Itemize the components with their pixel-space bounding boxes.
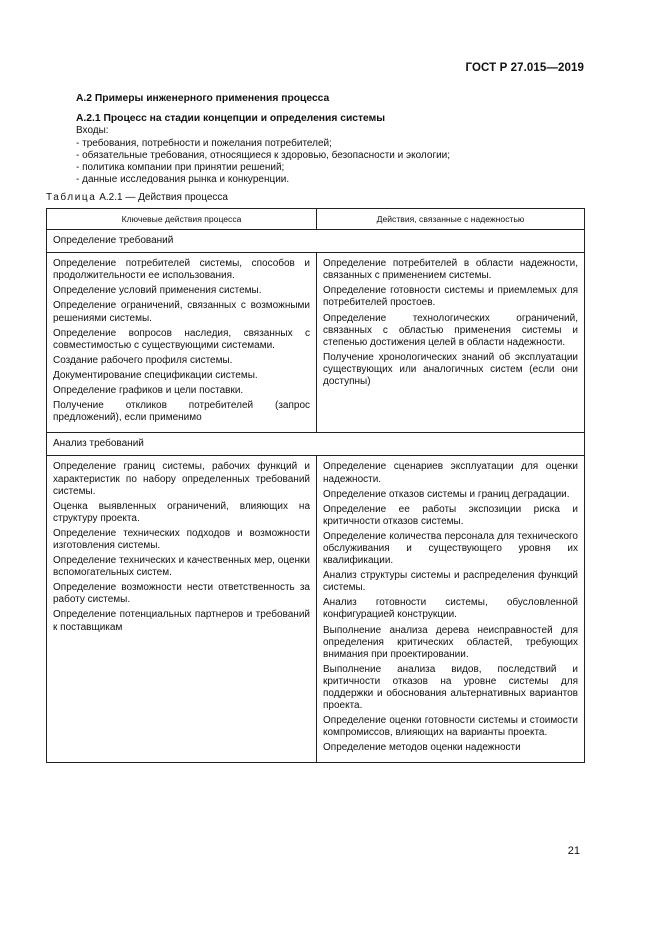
table-cell-item: Определение технологических ограничений, связанных с областью применения системы и степенью достижения целей в области надежности. [323, 312, 578, 348]
table-cell-item: Определение технических и качественных мер, оценки вспомогательных систем. [53, 555, 310, 579]
table-cell-item: Определение условий применения системы. [53, 285, 262, 297]
table-cell-item: Определение отказов системы и границ деградации. [323, 488, 570, 500]
table-cell-item: Получение хронологических знаний об эксплуатации существующих или аналогичных систем (если они доступны) [323, 351, 578, 388]
list-item: - данные исследования рынка и конкуренции. [76, 174, 290, 186]
table-cell-item: Выполнение анализа видов, последствий и критичности отказов на уровне системы для поддержки и обоснования альтернативных вариантов проекта. [323, 663, 578, 712]
page-number: 21 [567, 845, 580, 857]
table-caption-text: А.2.1 — Действия процесса [96, 192, 228, 203]
table-cell-item: Определение ограничений, связанных с возможными решениями системы. [53, 300, 310, 324]
section-content [76, 93, 588, 186]
table-header-row [47, 209, 585, 230]
table-caption-prefix: Таблица [46, 192, 97, 203]
table-cell-item: Определение потенциальных партнеров и требований к поставщикам [53, 609, 310, 633]
table-cell-item: Определение сценариев эксплуатации для оценки надежности. [323, 461, 578, 485]
table-cell-item: Определение потребителей системы, способов и продолжительности ее использования. [53, 258, 310, 282]
table-cell-item: Определение вопросов наследия, связанных с совместимостью с существующими системами. [53, 327, 310, 351]
column-header-key-actions: Ключевые действия процесса [47, 209, 317, 230]
table-cell-item: Определение готовности системы и приемлемых для потребителей простоев. [323, 285, 578, 309]
key-actions-cell [47, 456, 317, 763]
table-cell-item: Определение оценки готовности системы и стоимости компромиссов, влияющих на варианты проекта. [323, 715, 578, 739]
table-section-row [47, 433, 585, 456]
table-row [47, 253, 585, 433]
standard-code: ГОСТ Р 27.015—2019 [465, 62, 584, 74]
table-cell-item: Выполнение анализа дерева неисправностей для определения критических областей, требующих внимания при проектировании. [323, 624, 578, 660]
table-cell-item: Определение ее работы экспозиции риска и критичности отказов системы. [323, 503, 578, 527]
list-item: - политика компании при принятии решений; [76, 162, 285, 174]
list-item: - обязательные требования, относящиеся к здоровью, безопасности и экологии; [76, 149, 451, 161]
table-section-title: Определение требований [47, 230, 585, 253]
key-actions-cell [47, 253, 317, 433]
inputs-label: Входы: [76, 125, 109, 137]
table-cell-item: Документирование спецификации системы. [53, 369, 258, 381]
table-cell-item: Анализ структуры системы и распределения функций системы. [323, 570, 578, 594]
table-cell-item: Определение возможности нести ответственность за работу системы. [53, 582, 310, 606]
list-item: - требования, потребности и пожелания потребителей; [76, 137, 332, 149]
table-section-title: Анализ требований [47, 433, 585, 456]
process-table [46, 208, 585, 763]
reliability-actions-cell [317, 456, 585, 763]
table-cell-item: Создание рабочего профиля системы. [53, 354, 233, 366]
table-cell-item: Получение откликов потребителей (запрос предложений), если применимо [53, 400, 310, 424]
table-cell-item: Определение количества персонала для технического обслуживания и существующего уровня их квалификации. [323, 530, 578, 567]
reliability-actions-cell [317, 253, 585, 433]
table-cell-item: Определение потребителей в области надежности, связанных с применением системы. [323, 258, 578, 282]
table-cell-item: Определение границ системы, рабочих функций и характеристик по набору определенных требований системы. [53, 461, 310, 497]
table-cell-item: Определение методов оценки надежности [323, 742, 521, 754]
table-section-row [47, 230, 585, 253]
table-cell-item: Анализ готовности системы, обусловленной конфигурацией конструкции. [323, 597, 578, 621]
table-row [47, 456, 585, 763]
table-cell-item: Оценка выявленных ограничений, влияющих на структуру проекта. [53, 500, 310, 524]
section-title: А.2 Примеры инженерного применения процесса [76, 93, 330, 104]
subsection-title: А.2.1 Процесс на стадии концепции и определения системы [76, 113, 386, 125]
column-header-reliability-actions: Действия, связанные с надежностью [317, 209, 585, 230]
table-cell-item: Определение технических подходов и возможности изготовления системы. [53, 527, 310, 551]
table-caption [46, 192, 228, 203]
table-cell-item: Определение графиков и цели поставки. [53, 385, 244, 397]
inputs-list [76, 138, 588, 187]
table-body [47, 230, 585, 763]
